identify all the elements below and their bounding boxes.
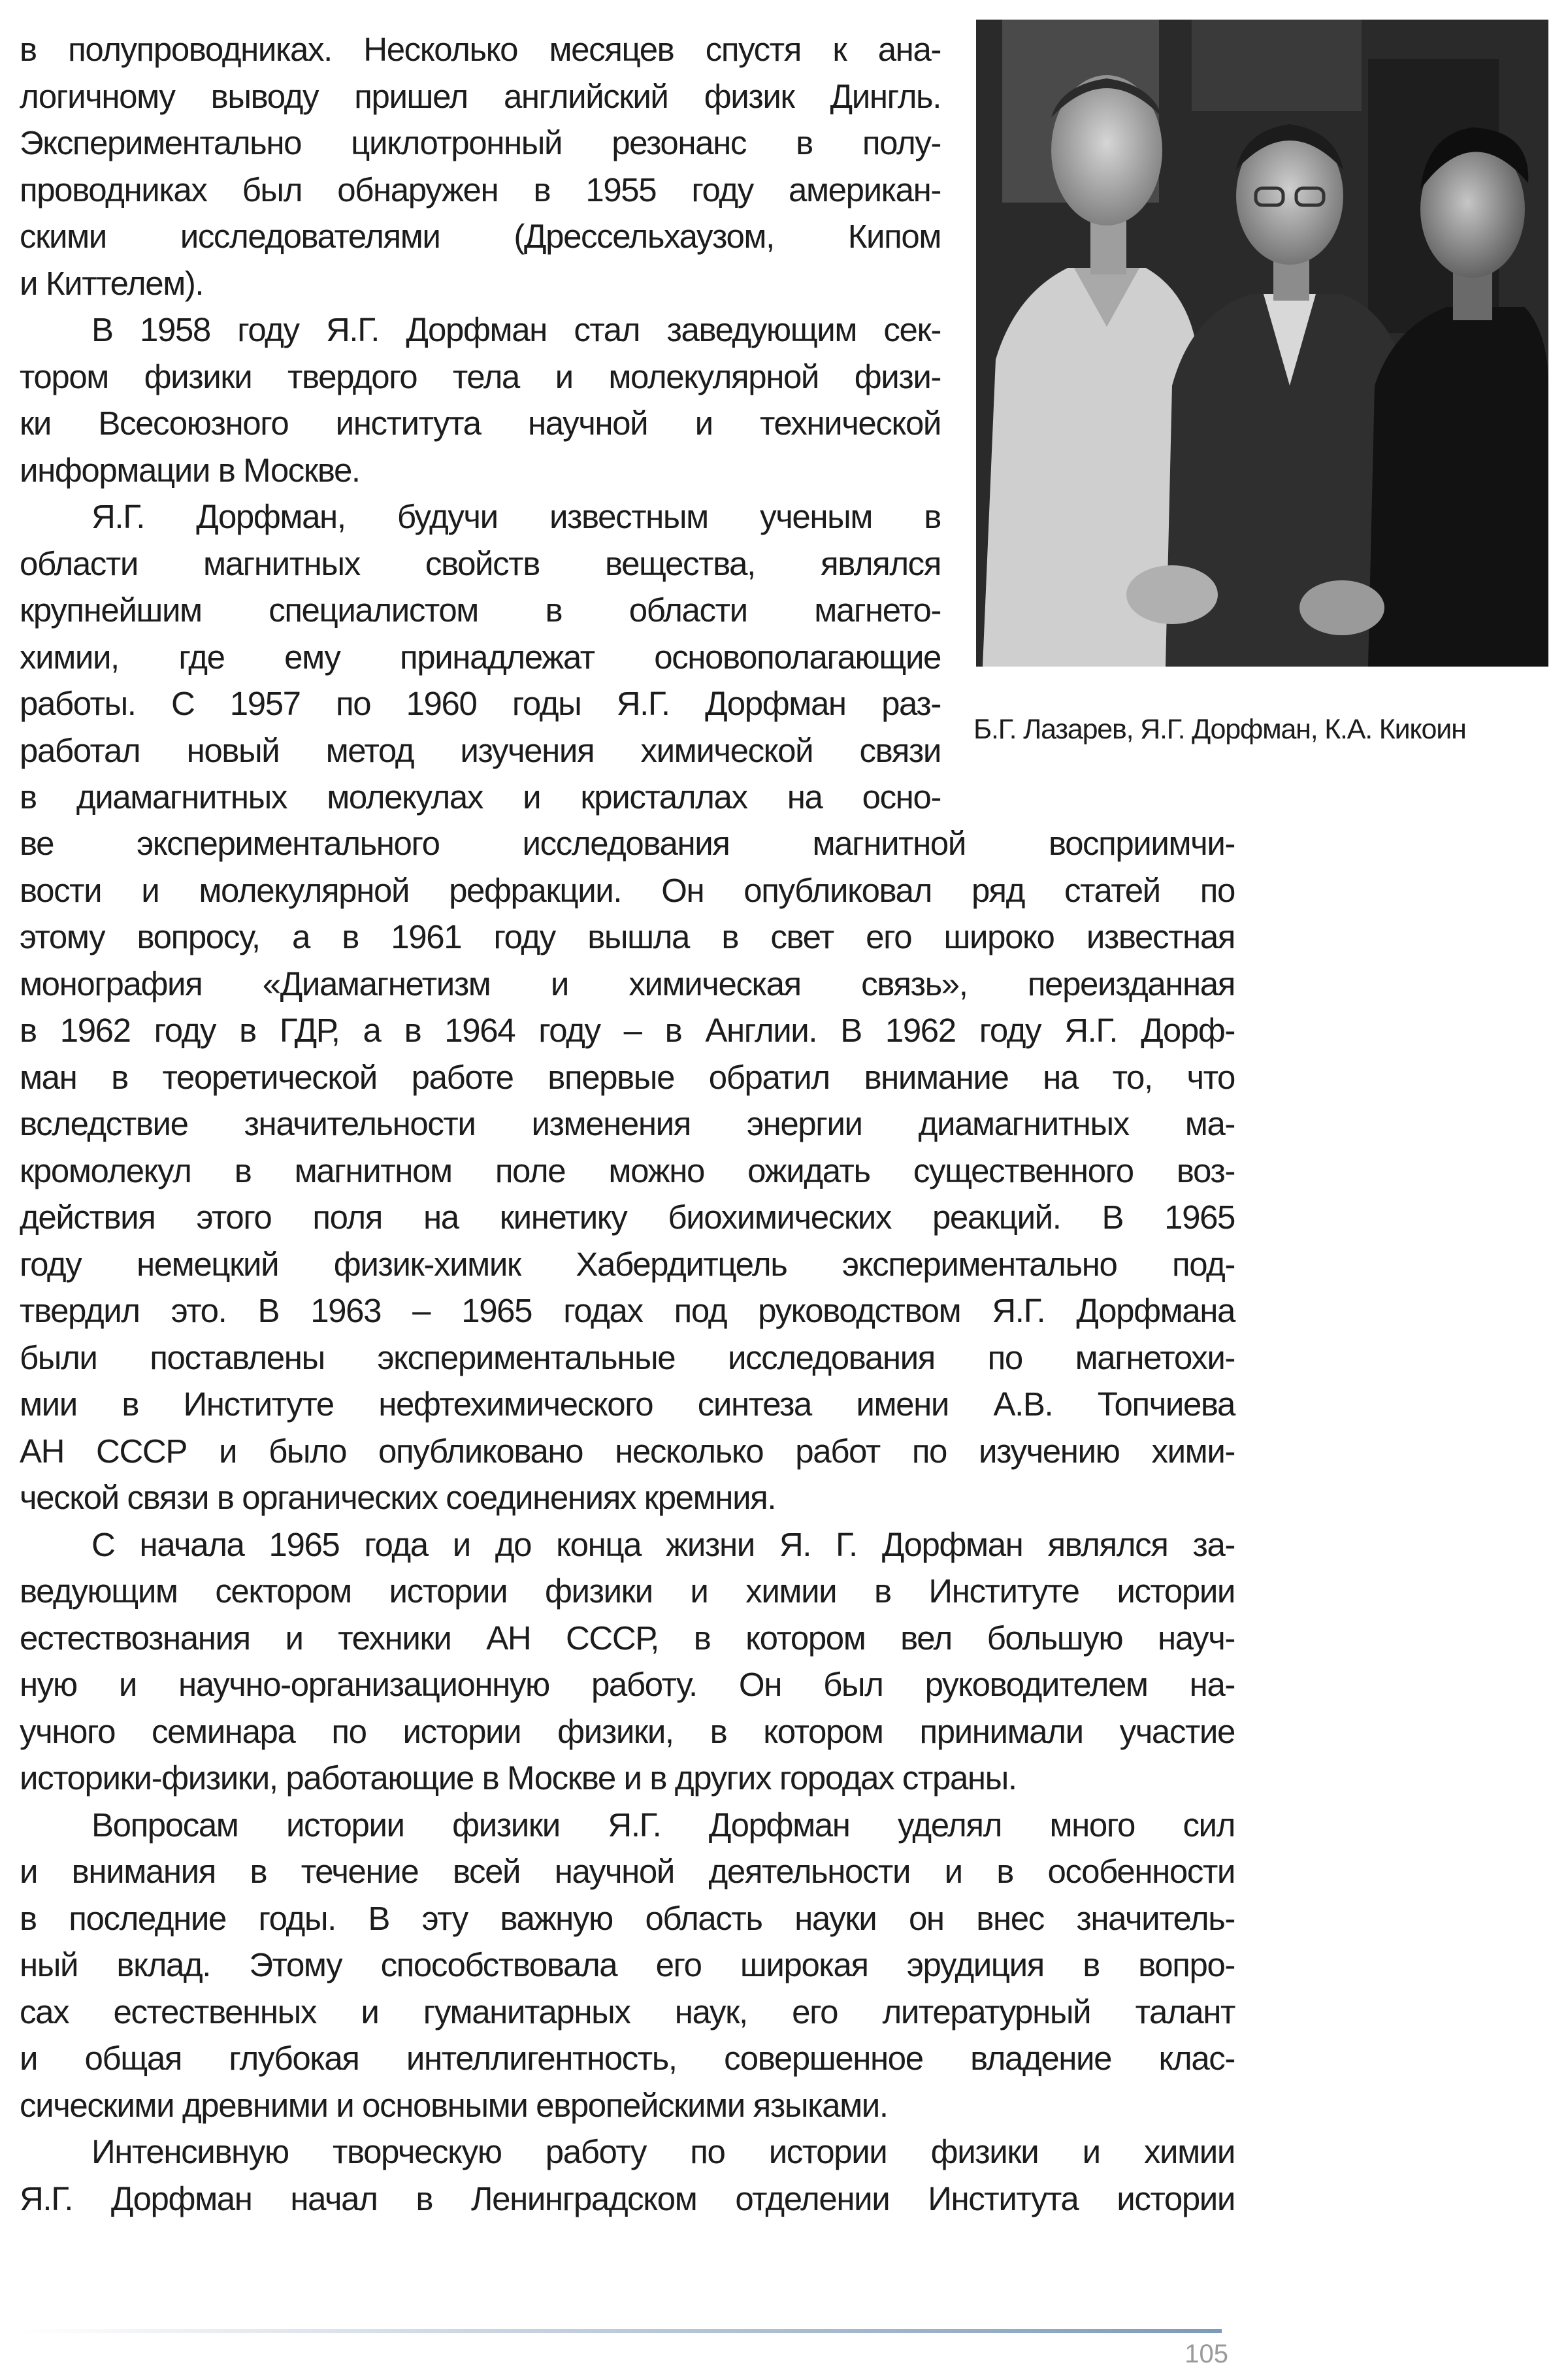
text-line: АН СССР и было опубликовано несколько работ по изучению хими- bbox=[20, 1432, 1235, 1470]
text-line: этому вопросу, а в 1961 году вышла в свет его широко известная bbox=[20, 918, 1235, 955]
text-line: скими исследователями (Дрессельхаузом, Кипом bbox=[20, 218, 941, 255]
text-line: Я.Г. Дорфман, будучи известным ученым в bbox=[91, 498, 941, 535]
text-line: работал новый метод изучения химической связи bbox=[20, 731, 941, 769]
text-line: информации в Москве. bbox=[20, 451, 360, 489]
text-line: году немецкий физик-химик Хабердитцель экспериментально под- bbox=[20, 1245, 1235, 1283]
text-line: и общая глубокая интеллигентность, совершенное владение клас- bbox=[20, 2040, 1235, 2077]
text-line: в 1962 году в ГДР, а в 1964 году – в Англии. В 1962 году Я.Г. Дорф- bbox=[20, 1012, 1235, 1049]
historical-photo bbox=[976, 20, 1548, 667]
text-line: ческой связи в органических соединениях кремния. bbox=[20, 1479, 776, 1516]
text-line: ман в теоретической работе впервые обратил внимание на то, что bbox=[20, 1058, 1235, 1096]
text-line: Я.Г. Дорфман начал в Ленинградском отделении Института истории bbox=[20, 2179, 1235, 2217]
text-line: были поставлены экспериментальные исследования по магнетохи- bbox=[20, 1338, 1235, 1376]
text-line: учного семинара по истории физики, в котором принимали участие bbox=[20, 1712, 1235, 1750]
text-line: проводниках был обнаружен в 1955 году американ- bbox=[20, 171, 941, 208]
text-line: сическими древними и основными европейскими языками. bbox=[20, 2086, 888, 2124]
text-line: и внимания в течение всей научной деятельности и в особенности bbox=[20, 1853, 1235, 1890]
text-line: тором физики твердого тела и молекулярной физи- bbox=[20, 357, 941, 395]
text-line: историки-физики, работающие в Москве и в других городах страны. bbox=[20, 1759, 1017, 1797]
text-line: крупнейшим специалистом в области магнето- bbox=[20, 591, 941, 629]
photo-caption: Б.Г. Лазарев, Я.Г. Дорфман, К.А. Кикоин bbox=[973, 714, 1466, 745]
text-line: логичному выводу пришел английский физик Дингль. bbox=[20, 77, 941, 115]
photo-illustration bbox=[976, 20, 1548, 667]
text-line: Интенсивную творческую работу по истории физики и химии bbox=[91, 2133, 1235, 2170]
footer-divider bbox=[20, 2329, 1222, 2333]
text-line: Экспериментально циклотронный резонанс в полу- bbox=[20, 124, 941, 161]
text-line: естествознания и техники АН СССР, в котором вел большую науч- bbox=[20, 1619, 1235, 1657]
text-line: области магнитных свойств вещества, являлся bbox=[20, 544, 941, 582]
text-line: действия этого поля на кинетику биохимических реакций. В 1965 bbox=[20, 1199, 1235, 1236]
text-line: ведующим сектором истории физики и химии в Институте истории bbox=[20, 1572, 1235, 1610]
text-line: в последние годы. В эту важную область науки он внес значитель- bbox=[20, 1899, 1235, 1937]
text-line: мии в Институте нефтехимического синтеза имени А.В. Топчиева bbox=[20, 1385, 1235, 1423]
text-line: вследствие значительности изменения энергии диамагнитных ма- bbox=[20, 1105, 1235, 1142]
text-line: и Киттелем). bbox=[20, 264, 204, 302]
page-number: 105 bbox=[1184, 2340, 1228, 2368]
text-line: ную и научно-организационную работу. Он был руководителем на- bbox=[20, 1666, 1235, 1703]
text-line: ный вклад. Этому способствовала его широкая эрудиция в вопро- bbox=[20, 1946, 1235, 1983]
text-line: сах естественных и гуманитарных наук, его литературный талант bbox=[20, 1993, 1235, 2030]
text-line: в полупроводниках. Несколько месяцев спустя к ана- bbox=[20, 31, 941, 68]
text-line: кромолекул в магнитном поле можно ожидать существенного воз- bbox=[20, 1151, 1235, 1189]
text-line: вости и молекулярной рефракции. Он опубликовал ряд статей по bbox=[20, 871, 1235, 909]
text-line: Вопросам истории физики Я.Г. Дорфман уделял много сил bbox=[91, 1806, 1235, 1844]
article-text-main bbox=[20, 820, 1235, 2222]
text-line: в диамагнитных молекулах и кристаллах на осно- bbox=[20, 778, 941, 816]
text-line: В 1958 году Я.Г. Дорфман стал заведующим сек- bbox=[91, 311, 941, 348]
text-line: химии, где ему принадлежат основополагающие bbox=[20, 638, 941, 676]
article-text-top bbox=[20, 26, 941, 821]
text-line: твердил это. В 1963 – 1965 годах под руководством Я.Г. Дорфмана bbox=[20, 1292, 1235, 1329]
text-line: С начала 1965 года и до конца жизни Я. Г. Дорфман являлся за- bbox=[91, 1525, 1235, 1563]
text-line: работы. С 1957 по 1960 годы Я.Г. Дорфман раз- bbox=[20, 685, 941, 722]
text-line: ве экспериментального исследования магнитной восприимчи- bbox=[20, 825, 1235, 862]
text-line: ки Всесоюзного института научной и технической bbox=[20, 405, 941, 442]
text-line: монография «Диамагнетизм и химическая связь», переизданная bbox=[20, 965, 1235, 1002]
